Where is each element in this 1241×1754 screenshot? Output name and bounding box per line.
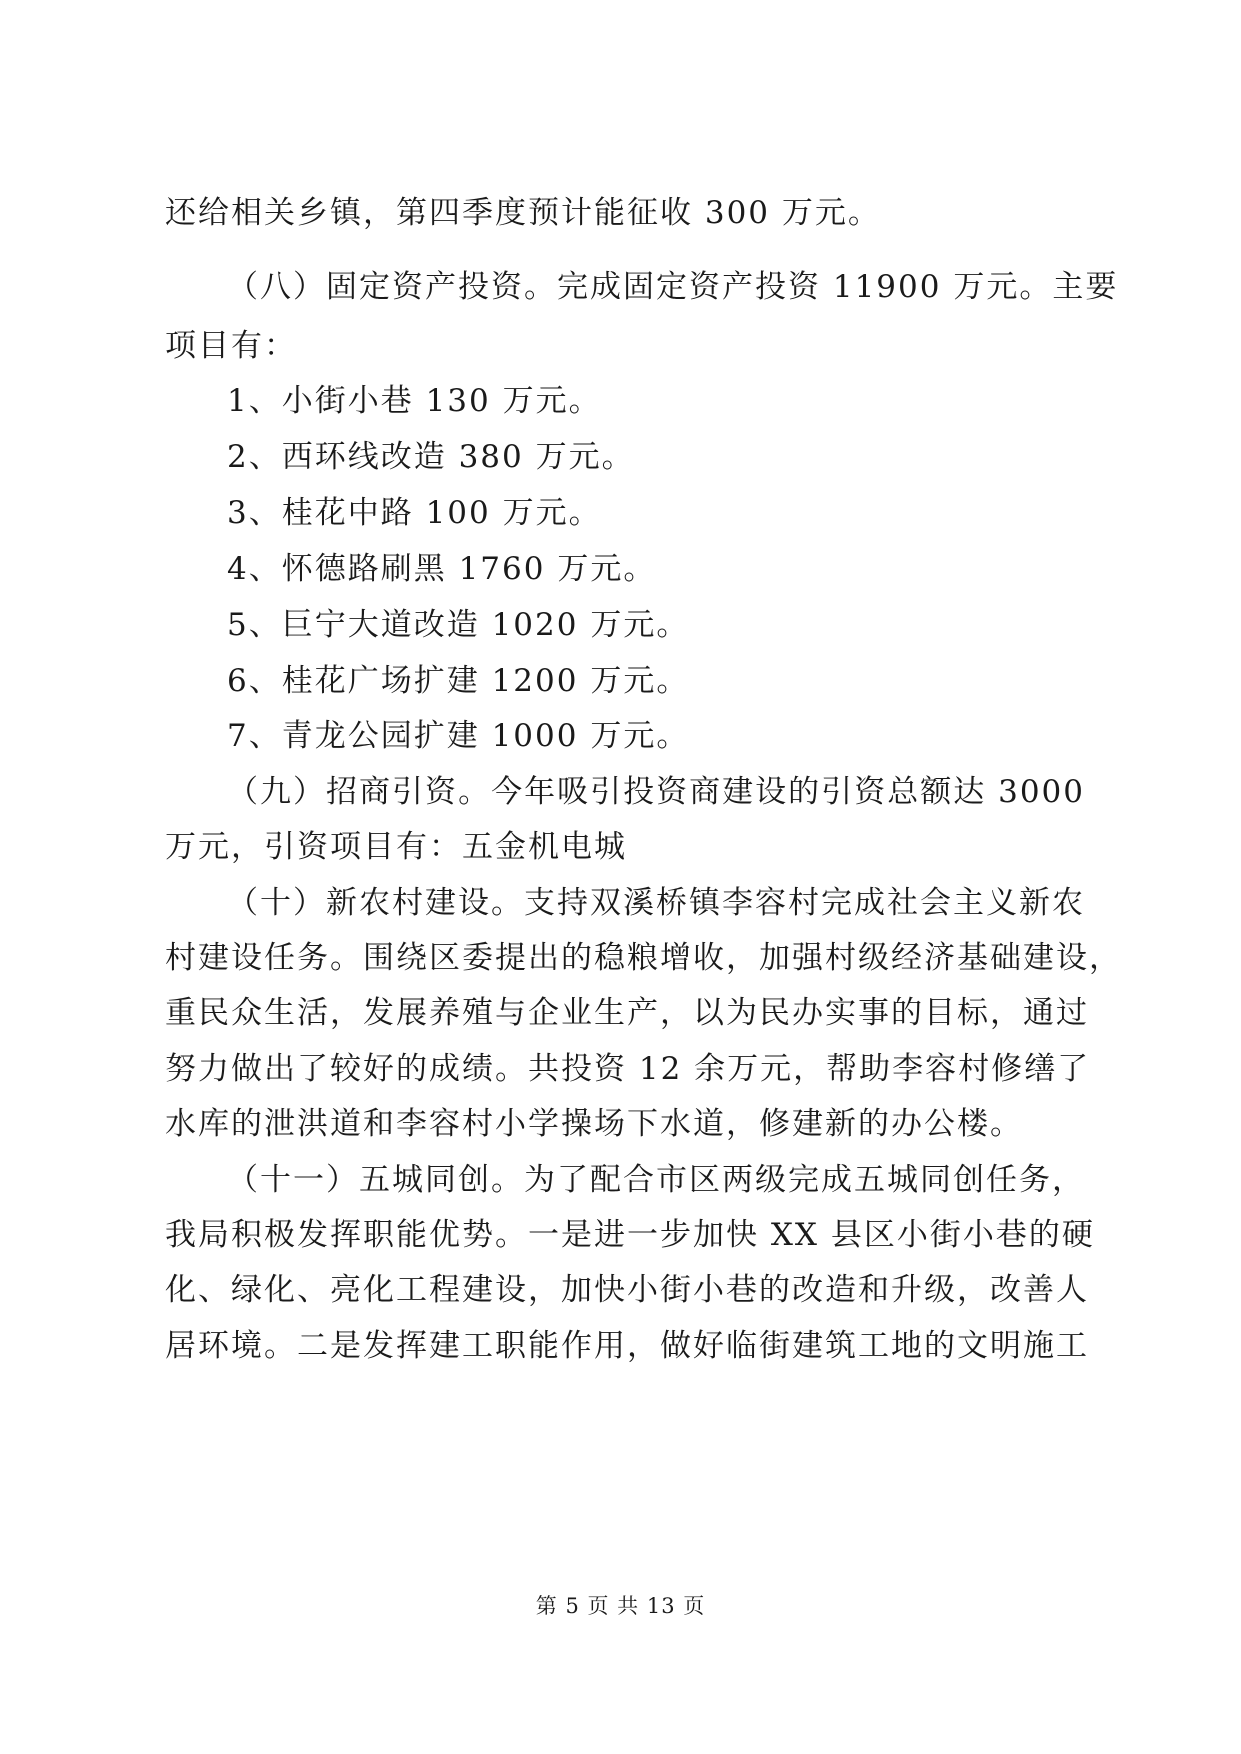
text-line: 万元，引资项目有：五金机电城 <box>165 829 627 865</box>
text-line: 化、绿化、亮化工程建设，加快小街小巷的改造和升级，改善人 <box>165 1272 1089 1308</box>
text-line: 我局积极发挥职能优势。一是进一步加快 XX 县区小街小巷的硬 <box>165 1217 1095 1253</box>
page-number: 第 5 页 共 13 页 <box>535 1594 706 1618</box>
list-item: 4、怀德路刷黑 1760 万元。 <box>227 551 657 587</box>
text-line: 项目有： <box>165 328 297 364</box>
text-line: 村建设任务。围绕区委提出的稳粮增收，加强村级经济基础建设， <box>165 940 1122 976</box>
paragraph-heading-line: （十）新农村建设。支持双溪桥镇李容村完成社会主义新农 <box>227 885 1085 921</box>
text-line: 还给相关乡镇，第四季度预计能征收 300 万元。 <box>165 195 881 231</box>
list-item: 1、小街小巷 130 万元。 <box>227 383 602 419</box>
text-line: 努力做出了较好的成绩。共投资 12 余万元，帮助李容村修缮了 <box>165 1051 1091 1087</box>
text-line: 居环境。二是发挥建工职能作用，做好临街建筑工地的文明施工 <box>165 1328 1089 1364</box>
list-item: 7、青龙公园扩建 1000 万元。 <box>227 718 690 754</box>
paragraph-heading-line: （九）招商引资。今年吸引投资商建设的引资总额达 3000 <box>227 774 1085 810</box>
text-line: 重民众生活，发展养殖与企业生产，以为民办实事的目标，通过 <box>165 995 1089 1031</box>
list-item: 3、桂花中路 100 万元。 <box>227 495 602 531</box>
list-item: 2、西环线改造 380 万元。 <box>227 439 635 475</box>
list-item: 6、桂花广场扩建 1200 万元。 <box>227 663 690 699</box>
paragraph-heading-line: （八）固定资产投资。完成固定资产投资 11900 万元。主要 <box>227 269 1119 305</box>
text-line: 水库的泄洪道和李容村小学操场下水道，修建新的办公楼。 <box>165 1106 1023 1142</box>
paragraph-heading-line: （十一）五城同创。为了配合市区两级完成五城同创任务， <box>227 1162 1085 1198</box>
page-footer <box>0 1591 1241 1621</box>
list-item: 5、巨宁大道改造 1020 万元。 <box>227 607 690 643</box>
